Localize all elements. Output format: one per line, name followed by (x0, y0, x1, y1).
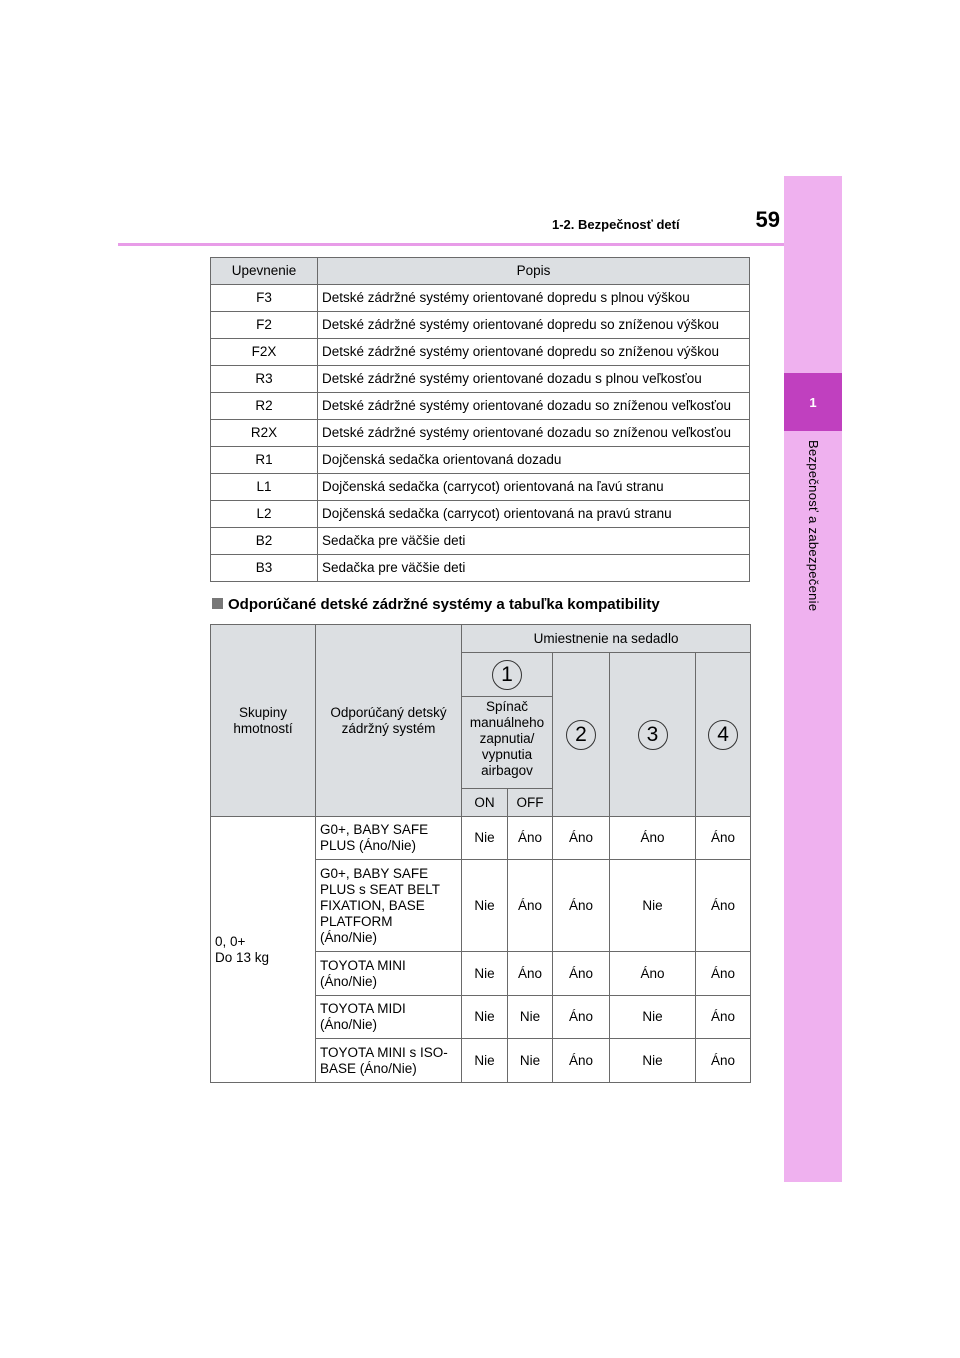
fixture-description: Detské zádržné systémy orientované dozadu so zníženou veľkosťou (318, 393, 750, 420)
header-fixture: Upevnenie (211, 258, 318, 285)
fixture-code: R1 (211, 447, 318, 474)
table-header-row (211, 625, 751, 653)
seat-4-icon: 4 (708, 720, 738, 750)
value-seat-3: Nie (610, 1039, 696, 1083)
system-name-line: G0+, BABY SAFE (320, 822, 429, 837)
system-name (316, 817, 462, 860)
weight-group-line: 0, 0+ (215, 933, 246, 949)
system-name-line: TOYOTA MIDI (320, 1001, 406, 1016)
fixture-code: B3 (211, 555, 318, 582)
table-row (211, 366, 750, 393)
header-description: Popis (318, 258, 750, 285)
system-name (316, 996, 462, 1039)
header-weight-group: Skupiny hmotností (211, 625, 316, 817)
system-name-line: (Áno/Nie) (320, 973, 378, 989)
fixture-description: Dojčenská sedačka (carrycot) orientovaná na ľavú stranu (318, 474, 750, 501)
system-name-line: PLATFORM (320, 913, 393, 929)
seat-3-cell (610, 653, 696, 817)
value-seat-4: Áno (696, 817, 751, 860)
value-seat-2: Áno (553, 996, 610, 1039)
table-row (211, 393, 750, 420)
seat-2-icon: 2 (566, 720, 596, 750)
fixture-code: L2 (211, 501, 318, 528)
compat-heading (212, 596, 660, 613)
value-on: Nie (462, 1039, 508, 1083)
fixture-code: R2 (211, 393, 318, 420)
seat-1-cell (462, 653, 553, 697)
value-seat-3: Nie (610, 996, 696, 1039)
fixture-description: Detské zádržné systémy orientované dozadu so zníženou veľkosťou (318, 420, 750, 447)
system-name-line: TOYOTA MINI (320, 957, 406, 973)
table-header-row (211, 258, 750, 285)
square-bullet-icon (212, 598, 223, 609)
fixture-code: R2X (211, 420, 318, 447)
system-name-line: BASE (Áno/Nie) (320, 1060, 417, 1076)
value-on: Nie (462, 952, 508, 996)
fixture-description: Detské zádržné systémy orientované dozadu s plnou veľkosťou (318, 366, 750, 393)
table-row (211, 312, 750, 339)
table-row (211, 555, 750, 582)
value-off: Áno (508, 817, 553, 860)
value-seat-3: Nie (610, 860, 696, 952)
fixture-code: F2X (211, 339, 318, 366)
system-name-line: PLUS (Áno/Nie) (320, 838, 417, 853)
chapter-number-tab[interactable]: 1 (784, 373, 842, 431)
system-name (316, 1039, 462, 1083)
fixture-table (210, 257, 750, 582)
system-name-line: TOYOTA MINI s ISO- (320, 1044, 448, 1060)
system-name-line: (Áno/Nie) (320, 929, 378, 945)
value-seat-4: Áno (696, 860, 751, 952)
header-seat-position: Umiestnenie na sedadlo (462, 625, 751, 653)
section-title: 1-2. Bezpečnosť detí (552, 217, 680, 232)
value-off: Nie (508, 1039, 553, 1083)
table-row (211, 447, 750, 474)
fixture-description: Detské zádržné systémy orientované dopredu so zníženou výškou (318, 312, 750, 339)
value-seat-2: Áno (553, 860, 610, 952)
fixture-description: Sedačka pre väčšie deti (318, 555, 750, 582)
fixture-code: F2 (211, 312, 318, 339)
fixture-description: Detské zádržné systémy orientované dopredu so zníženou výškou (318, 339, 750, 366)
chapter-title: Bezpečnosť a zabezpečenie (806, 440, 821, 612)
value-on: Nie (462, 996, 508, 1039)
compatibility-table (210, 624, 751, 1083)
value-seat-2: Áno (553, 952, 610, 996)
value-seat-4: Áno (696, 952, 751, 996)
seat-3-icon: 3 (638, 720, 668, 750)
header-off: OFF (508, 789, 553, 817)
fixture-code: F3 (211, 285, 318, 312)
fixture-description: Sedačka pre väčšie deti (318, 528, 750, 555)
seat-1-icon: 1 (492, 660, 522, 690)
fixture-code: L1 (211, 474, 318, 501)
system-name-line: G0+, BABY SAFE (320, 865, 429, 881)
table-row (211, 339, 750, 366)
fixture-code: B2 (211, 528, 318, 555)
table-row (211, 420, 750, 447)
fixture-code: R3 (211, 366, 318, 393)
value-off: Áno (508, 952, 553, 996)
value-seat-3: Áno (610, 817, 696, 860)
header-recommended-system: Odporúčaný detský zádržný systém (316, 625, 462, 817)
value-seat-2: Áno (553, 1039, 610, 1083)
value-seat-4: Áno (696, 996, 751, 1039)
fixture-description: Detské zádržné systémy orientované dopredu s plnou výškou (318, 285, 750, 312)
system-name-line: PLUS s SEAT BELT (320, 881, 441, 897)
header-rule (118, 243, 784, 246)
system-name (316, 952, 462, 996)
value-off: Áno (508, 860, 553, 952)
page-number: 59 (755, 207, 780, 232)
table-row (211, 474, 750, 501)
table-row (211, 817, 751, 860)
table-row (211, 285, 750, 312)
header-on: ON (462, 789, 508, 817)
value-seat-2: Áno (553, 817, 610, 860)
compat-heading-text: Odporúčané detské zádržné systémy a tabuľka kompatibility (228, 596, 660, 613)
system-name-line: FIXATION, BASE (320, 897, 425, 913)
value-on: Nie (462, 860, 508, 952)
table-row (211, 501, 750, 528)
value-seat-3: Áno (610, 952, 696, 996)
value-off: Nie (508, 996, 553, 1039)
header-airbag-switch: Spínač manuálneho zapnutia/ vypnutia airbagov (462, 697, 553, 789)
seat-4-cell (696, 653, 751, 817)
system-name (316, 860, 462, 952)
chapter-sidebar (784, 176, 842, 1182)
weight-group-line: Do 13 kg (215, 949, 270, 965)
value-on: Nie (462, 817, 508, 860)
value-seat-4: Áno (696, 1039, 751, 1083)
fixture-description: Dojčenská sedačka (carrycot) orientovaná na pravú stranu (318, 501, 750, 528)
weight-group-cell (211, 817, 316, 1083)
fixture-description: Dojčenská sedačka orientovaná dozadu (318, 447, 750, 474)
system-name-line: (Áno/Nie) (320, 1017, 378, 1032)
seat-2-cell (553, 653, 610, 817)
table-row (211, 528, 750, 555)
